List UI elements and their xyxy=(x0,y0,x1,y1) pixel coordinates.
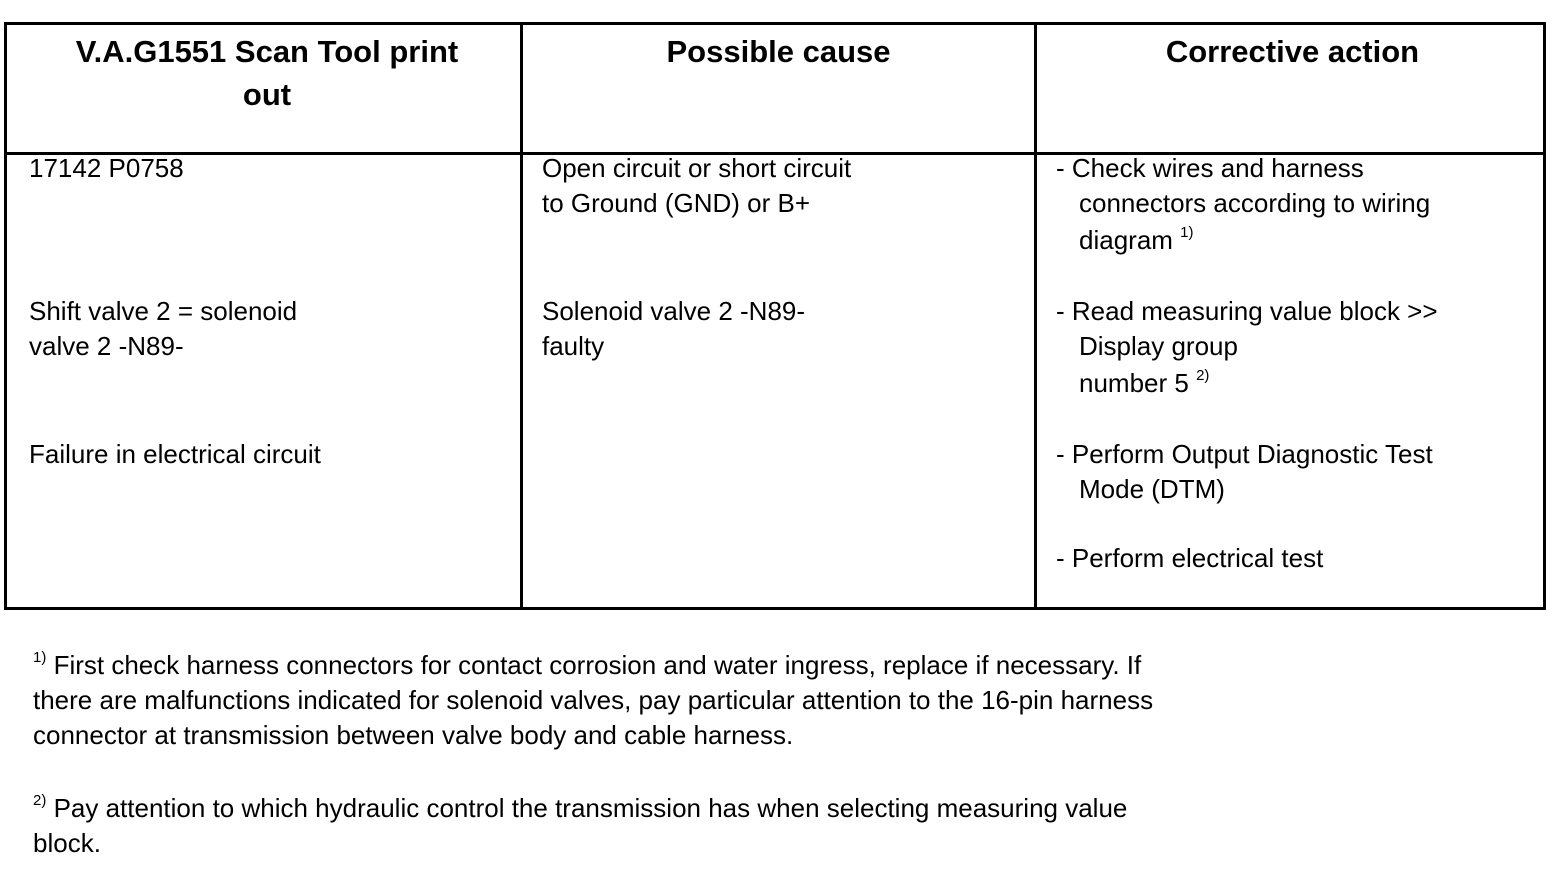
header-possible-cause: Possible cause xyxy=(666,34,891,69)
footnote-marker: 1) xyxy=(33,649,47,666)
action-output-diagnostic-test: - Perform Output Diagnostic Test Mode (DTM) xyxy=(1056,439,1433,504)
column-divider xyxy=(520,25,523,607)
footnote-ref: 1) xyxy=(1180,224,1194,241)
printout-fault-code: 17142 P0758 xyxy=(29,153,184,183)
action-check-wires: - Check wires and harness connectors according to wiring diagram $^{1)}$ xyxy=(1056,153,1431,255)
footnote-marker: 2) xyxy=(33,792,47,809)
column-divider xyxy=(1034,25,1037,607)
footnote-1: $^{1)}$ First check harness connectors for contact corrosion and water ingress, replace if necessary. If there are malfunctions indicated for solenoid valves, pay particular attention to the 16-pin harness connector at transmission between valve body and cable harness. xyxy=(33,649,1154,750)
cause-solenoid-faulty: Solenoid valve 2 -N89- faulty xyxy=(542,296,806,361)
action-read-measuring-block: - Read measuring value block >> Display group number 5 $^{2)}$ xyxy=(1056,296,1438,398)
header-scan-tool-printout: V.A.G1551 Scan Tool print out xyxy=(75,34,459,112)
printout-failure: Failure in electrical circuit xyxy=(29,439,321,469)
cause-open-short-circuit: Open circuit or short circuit to Ground (GND) or B+ xyxy=(542,153,852,218)
footnote-2: $^{2)}$ Pay attention to which hydraulic control the transmission has when selecting measuring value block. xyxy=(33,792,1128,858)
printout-shift-valve: Shift valve 2 = solenoid valve 2 -N89- xyxy=(29,296,298,361)
header-corrective-action: Corrective action xyxy=(1165,34,1420,69)
action-electrical-test: - Perform electrical test xyxy=(1056,543,1324,573)
footnote-ref: 2) xyxy=(1196,367,1210,384)
